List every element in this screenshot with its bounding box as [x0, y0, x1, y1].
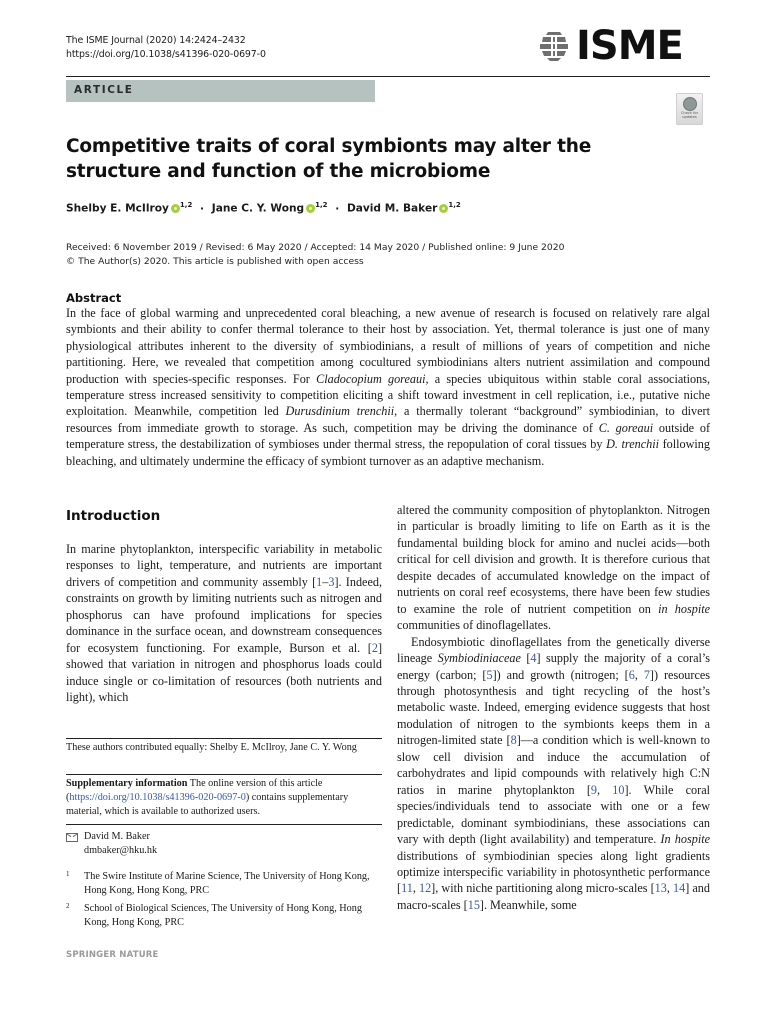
section-label: ARTICLE	[74, 84, 134, 96]
author-separator: ·	[335, 202, 340, 215]
left-column	[66, 503, 382, 731]
citation-link[interactable]: 12	[418, 881, 432, 896]
journal-citation: The ISME Journal (2020) 14:2424–2432	[66, 35, 246, 46]
right-column	[397, 502, 710, 913]
affiliation-text: School of Biological Sciences, The University of Hong Kong, Hong Kong, Hong Kong, PRC	[84, 903, 362, 928]
author-separator: ·	[200, 202, 205, 215]
citation-link[interactable]: 8	[510, 733, 517, 748]
citation-link[interactable]: 1	[316, 574, 323, 589]
intro-paragraph-1: In marine phytoplankton, interspecific variability in metabolic responses to light, temperature, and nutrients are important drivers of competition and community assembly [1–3]. Indeed, constraints on growth by limiting nutrients such as nitrogen and phosphorus can have profound implications for species dominance in the surface ocean, and downstream consequences for ecosystem functioning. For example, Burson et al. [2] showed that variation in nitrogen and phosphorus loads could induce single or co-limitation of resources (both nutrients and light), which	[66, 542, 382, 705]
orcid-icon[interactable]	[439, 204, 448, 213]
species-name: D. trenchii	[606, 437, 659, 452]
citation-link[interactable]: 5	[486, 667, 493, 682]
citation-link[interactable]: 3	[328, 574, 335, 589]
abstract-text: In the face of global warming and unprecedented coral bleaching, a new avenue of research is focused on relatively rare algal symbionts and their ability to confer thermal tolerance to their host by association. Yet, thermal tolerance is just one of many physiological attributes inherent to the diversity of symbiodinians, a result of millions of years of competition and niche partitioning. Here, we revealed that competition among cocultured symbiodinians alters nutrient assimilation and compound production with species-specific responses. For Cladocopium goreaui, a species ubiquitous within stable coral associations, temperature stress increased sensitivity to competition eliciting a shift toward investment in cell replication, i.e., putative niche exploitation. Meanwhile, competition led Durusdinium trenchii, a thermally tolerant “background” symbiodinian, to divert resources from immediate growth to storage. As such, competition may be driving the dominance of C. goreaui outside of temperature stress, the destabilization of symbioses under thermal stress, the repopulation of coral tissues by D. trenchii following bleaching, and ultimately undermine the efficacy of symbiont turnover as an adaptive mechanism.	[66, 306, 711, 468]
species-name: Durusdinium trenchii	[285, 404, 395, 419]
check-updates-icon	[683, 97, 697, 111]
affiliation-text: The Swire Institute of Marine Science, The University of Hong Kong, Hong Kong, Hong Kong, PRC	[84, 871, 370, 896]
citation-link[interactable]: 11	[401, 881, 413, 896]
publication-history	[66, 241, 564, 269]
equal-contribution-note: These authors contributed equally: Shelby E. McIlroy, Jane C. Y. Wong	[66, 742, 357, 753]
citation-link[interactable]: 9	[590, 782, 597, 797]
citation-link[interactable]: 10	[612, 782, 625, 797]
article-title: Competitive traits of coral symbionts may alter the structure and function of the microbiome	[66, 136, 592, 182]
citation-link[interactable]: 6	[628, 667, 635, 682]
section-label-bar	[66, 80, 375, 102]
header-rule	[66, 76, 710, 77]
orcid-icon[interactable]	[306, 204, 315, 213]
footnote-divider	[66, 738, 382, 739]
abstract-heading: Abstract	[66, 291, 122, 305]
author-affiliations: 1,2	[179, 201, 193, 209]
supplementary-link[interactable]: https://doi.org/10.1038/s41396-020-0697-0	[69, 791, 246, 803]
journal-meta	[66, 34, 266, 62]
citation-link[interactable]: 4	[530, 651, 537, 666]
orcid-icon[interactable]	[171, 204, 180, 213]
corresponding-email[interactable]: dmbaker@hku.hk	[84, 844, 158, 856]
author-affiliations: 1,2	[448, 201, 461, 209]
doi-link[interactable]: https://doi.org/10.1038/s41396-020-0697-0	[66, 49, 266, 60]
isme-logo	[536, 23, 683, 69]
citation-link[interactable]: 7	[643, 667, 650, 682]
author-affiliations: 1,2	[315, 201, 328, 209]
intro-paragraph-1-continued: altered the community composition of phytoplankton. Nitrogen in particular is broadly limiting to life on Earth as it is the fundamental building block for amino and nuclei acids—both critical for cell division and growth. It is therefore curious that despite decades of accumulated knowledge on the impact of nutrients on coral reef ecosystems, there have been few studies to examine the role of nutrient competition on in hospite communities of dinoflagellates.	[397, 503, 710, 633]
footnote-divider	[66, 774, 382, 775]
citation-link[interactable]: 13	[654, 881, 667, 896]
author-name[interactable]: Shelby E. McIlroy	[66, 202, 169, 215]
species-name: Cladocopium goreaui	[316, 371, 426, 386]
citation-link[interactable]: 2	[371, 640, 378, 655]
copyright-line: © The Author(s) 2020. This article is published with open access	[66, 256, 364, 267]
footnote-divider	[66, 824, 382, 825]
intro-paragraph-2: Endosymbiotic dinoflagellates from the genetically diverse lineage Symbiodiniaceae [4] supply the majority of a coral’s energy (carbon; [5]) and growth (nitrogen; [6, 7]) resources through photosynthesis and tight recycling of the host’s metabolic waste. Indeed, emerging evidence suggests that host modulation of nitrogen to the symbionts keeps them in a nitrogen-limited state [8]—a condition which is well-known to slow cell division and induce the accumulation of carbohydrates and lipid compounds with relatively high C:N ratios in marine phytoplankton [9, 10]. While coral species/individuals tend to associate with one or a few predictable, dominant symbiodinians, these associations can vary with depth (light availability) and temperature. In hospite distributions of symbiodinian species along light gradients optimize interspecific variability in photosynthetic performance [11, 12], with niche partitioning along micro-scales [13, 14] and macro-scales [15]. Meanwhile, some	[397, 634, 711, 912]
publisher-logo: SPRINGER NATURE	[66, 950, 159, 960]
citation-link[interactable]: 14	[673, 881, 686, 896]
dates-line: Received: 6 November 2019 / Revised: 6 May 2020 / Accepted: 14 May 2020 / Published online: 9 June 2020	[66, 242, 565, 253]
corresponding-name: David M. Baker	[84, 831, 150, 842]
globe-icon	[536, 28, 572, 64]
author-list	[66, 201, 461, 215]
check-for-updates-badge[interactable]	[676, 93, 703, 125]
author-name[interactable]: David M. Baker	[346, 202, 438, 215]
check-updates-label: Check for updates	[680, 111, 699, 120]
logo-wordmark: ISME	[576, 23, 683, 69]
affiliation-number: 1	[66, 870, 70, 878]
citation-link[interactable]: 15	[467, 897, 480, 912]
affiliation-number: 2	[66, 902, 70, 910]
species-name: C. goreaui	[598, 420, 654, 435]
supplementary-note: Supplementary information The online version of this article (https://doi.org/10.1038/s41396-020-0697-0) contains supplementary material, which is available to authorized users.	[66, 778, 349, 817]
introduction-heading: Introduction	[66, 508, 161, 524]
envelope-icon	[66, 833, 78, 842]
author-name[interactable]: Jane C. Y. Wong	[211, 202, 305, 215]
